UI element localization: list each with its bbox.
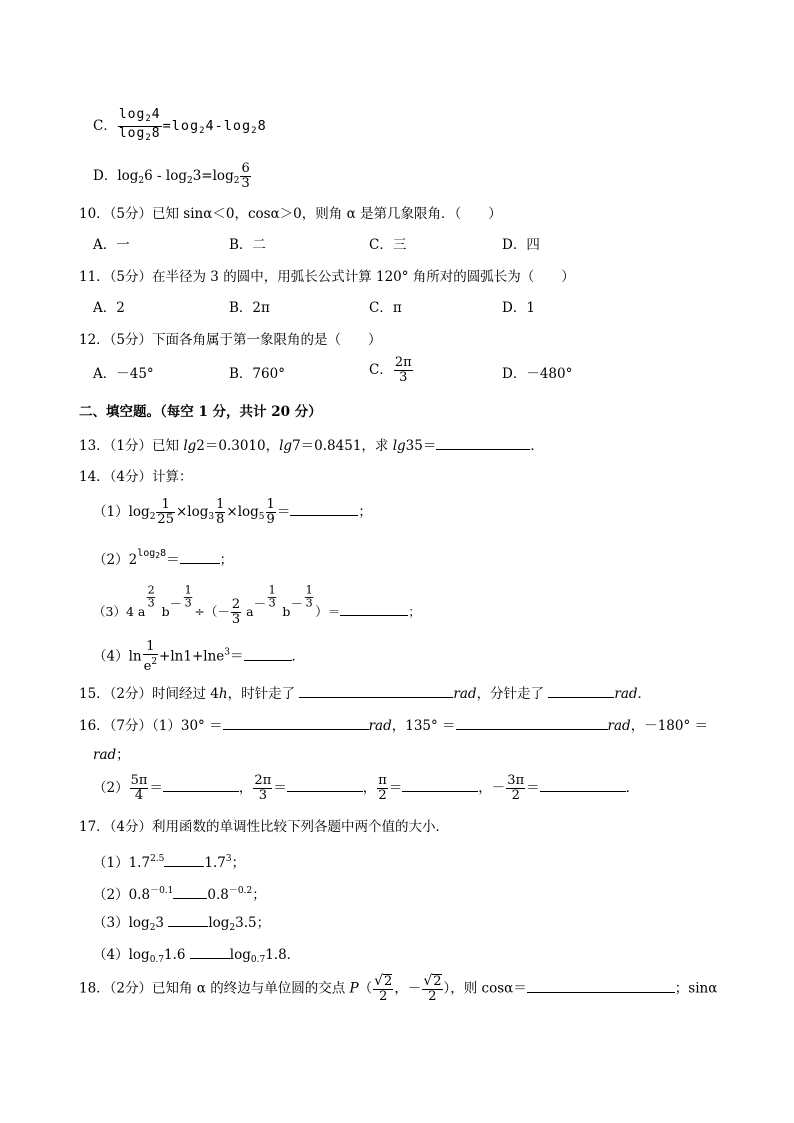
fraction: $\frac{1}{e^2}$ [143, 639, 158, 674]
q10-option-b: B．二 [229, 237, 266, 253]
answer-blank[interactable] [173, 886, 207, 899]
fraction: $\frac{\log_24}{\log_28}$ [118, 107, 161, 143]
q11-option-a: A．2 [93, 300, 125, 316]
fraction: $\frac{√2}{2}$ [374, 973, 393, 1004]
q17-part-4: $(4)\log_{0.7}1.6$ $\log_{0.7}1.8$． [93, 947, 301, 965]
q16-part-1-cont: rad； [93, 747, 130, 763]
fraction: $\frac{2\pi}{3}$ [394, 355, 412, 385]
fraction: $\frac{5\pi}{4}$ [130, 773, 148, 803]
q18: 18．（2分）已知角 α 的终边与单位圆的交点 P（ $\frac{√2}{2}$ ，－ $\frac{√2}{2}$ ），则 cosα＝ ；sinα [79, 973, 718, 1004]
answer-blank[interactable] [299, 685, 453, 698]
answer-blank[interactable] [223, 717, 369, 730]
answer-blank[interactable] [540, 779, 626, 792]
q15: 15．（2分）时间经过 4h，时针走了 rad，分针走了 rad． [79, 686, 652, 702]
q9-option-c: C． $\frac{\log_24}{\log_28}$ $=\log_24-\log_28$ [93, 107, 267, 143]
fraction: $\frac{√2}{2}$ [423, 973, 442, 1004]
answer-blank[interactable] [402, 779, 478, 792]
fraction: $\frac{6}{3}$ [241, 161, 250, 191]
q12-stem: 12．（5分）下面各角属于第一象限角的是（ ） [79, 332, 382, 348]
exponent-fraction: $\frac{1}{3}$ [268, 584, 276, 610]
answer-blank[interactable] [190, 946, 230, 959]
answer-blank[interactable] [244, 648, 292, 661]
q17-stem: 17．（4分）利用函数的单调性比较下列各题中两个值的大小． [79, 819, 450, 835]
answer-blank[interactable] [290, 503, 358, 516]
fraction: $\frac{1}{8}$ [216, 497, 225, 527]
answer-blank[interactable] [287, 779, 363, 792]
fraction: $\frac{1}{25}$ [157, 497, 174, 527]
fraction: $\frac{3\pi}{2}$ [507, 773, 525, 803]
answer-blank[interactable] [527, 980, 675, 993]
answer-blank[interactable] [340, 603, 408, 616]
answer-blank[interactable] [456, 717, 608, 730]
q11-option-c: C．π [369, 300, 402, 316]
answer-blank[interactable] [180, 551, 220, 564]
answer-blank[interactable] [436, 437, 530, 450]
q17-part-2: $(2)0.8^{-0.1}$ $0.8^{-0.2}$； [93, 886, 266, 903]
fraction: $\frac{2\pi}{3}$ [254, 773, 272, 803]
q14-part-4: （4）ln $\frac{1}{e^2}$ +ln1+lne$^3$＝ ． [93, 639, 306, 674]
q14-part-2: $(2)2^{log_28}=$ ； [93, 548, 234, 568]
q11-option-b: B．2π [229, 300, 270, 316]
q10-stem: 10．（5分）已知 sinα＜0，cosα＞0，则角 α 是第几象限角．（ ） [79, 206, 502, 222]
q12-option-c: C． $\frac{2\pi}{3}$ [369, 355, 412, 385]
q12-option-b: B．760° [229, 366, 285, 382]
q17-part-1: $(1)1.7^{2.5}$ $1.7^3$； [93, 854, 246, 871]
exponent-fraction: $\frac{2}{3}$ [147, 584, 156, 610]
q10-option-c: C．三 [369, 237, 407, 253]
fraction: $\frac{2}{3}$ [231, 597, 241, 627]
q14-part-1: $(1)\log_2$ $\frac{1}{25}$ $\times\log_3$ $\frac{1}{8}$ $\times\log_5$ $\frac{1}{9}$ ＝ ； [93, 497, 372, 527]
fraction: $\frac{\pi}{2}$ [378, 773, 387, 803]
q11-stem: 11．（5分）在半径为 3 的圆中，用弧长公式计算 120° 角所对的圆弧长为（ ） [79, 269, 575, 285]
q12-option-d: D．－480° [502, 366, 573, 382]
q12-option-a: A．－45° [93, 366, 154, 382]
q13: 13．（1分）已知 lg2＝0.3010，lg7＝0.8451，求 lg35＝ ． [79, 438, 544, 454]
q11-option-d: D．1 [502, 300, 535, 316]
q16-part-1: 16．（7分）（1）30° ＝ rad，135° ＝ rad，－180° ＝ [79, 718, 709, 734]
fraction: $\frac{1}{9}$ [266, 497, 275, 527]
answer-blank[interactable] [548, 685, 614, 698]
q14-part-3: （3）4 a $\frac{2}{3}$ b－ $\frac{1}{3}$ ÷（－ $\frac{2}{3}$ a－ $\frac{1}{3}$ b－ $\frac{1}{3}$ ）＝ ； [93, 584, 421, 627]
answer-blank[interactable] [164, 854, 204, 867]
exponent-fraction: $\frac{1}{3}$ [305, 584, 313, 610]
answer-blank[interactable] [168, 914, 208, 927]
answer-blank[interactable] [163, 779, 239, 792]
q10-option-a: A．一 [93, 237, 130, 253]
section-title: 二、填空题。（每空 1 分，共计 20 分） [79, 404, 322, 420]
exponent-fraction: $\frac{1}{3}$ [184, 584, 192, 610]
option-label: C． [93, 118, 117, 134]
q17-part-3: $(3)\log_23$ $\log_23.5$； [93, 915, 271, 933]
q16-part-2: （2） $\frac{5\pi}{4}$ ＝ ， $\frac{2\pi}{3}$ ＝ ， $\frac{\pi}{2}$ ＝ ，－ $\frac{3\pi}{2}$ ＝ ． [93, 773, 640, 803]
q9-option-d: D．$\log_26 - \log_23=\log_2$ $\frac{6}{3}$ [93, 161, 250, 191]
q10-option-d: D．四 [502, 237, 540, 253]
q14-stem: 14．（4分）计算： [79, 469, 193, 485]
